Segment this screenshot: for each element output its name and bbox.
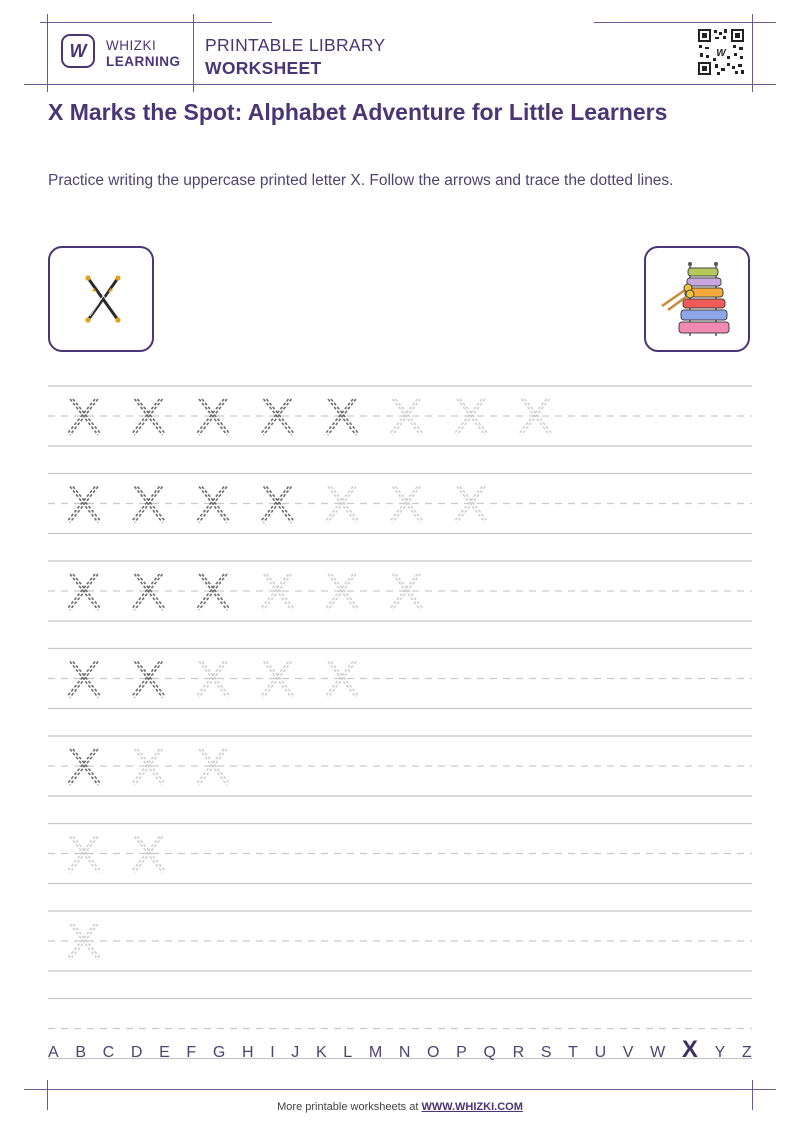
alphabet-letter-y: Y	[714, 1044, 726, 1061]
trace-letter-x-light[interactable]	[520, 399, 552, 435]
alphabet-letter-c: C	[102, 1044, 115, 1061]
alphabet-letter-r: R	[512, 1044, 525, 1061]
library-label: PRINTABLE LIBRARY	[205, 35, 386, 55]
footer-rule	[24, 1089, 776, 1090]
worksheet-instructions: Practice writing the uppercase printed letter X. Follow the arrows and trace the dotted lines.	[48, 172, 674, 189]
alphabet-letter-q: Q	[483, 1044, 496, 1061]
trace-letter-x-light[interactable]	[68, 837, 100, 873]
alphabet-letter-x: X	[681, 1036, 698, 1063]
svg-text:W: W	[716, 48, 726, 59]
alphabet-letter-n: N	[398, 1044, 411, 1061]
footer	[0, 1101, 800, 1113]
alphabet-letter-o: O	[427, 1044, 440, 1061]
alphabet-row	[48, 1036, 752, 1063]
trace-letter-x-light[interactable]	[197, 662, 229, 698]
alphabet-letter-l: L	[343, 1044, 353, 1061]
trace-letter-x-dark[interactable]	[68, 749, 100, 785]
alphabet-letter-k: K	[315, 1044, 327, 1061]
alphabet-letter-e: E	[159, 1044, 170, 1061]
trace-letter-x-dark[interactable]	[197, 399, 229, 435]
trace-letter-x-dark[interactable]	[68, 399, 100, 435]
alphabet-letter-j: J	[291, 1044, 300, 1061]
alphabet-letter-i: I	[270, 1044, 275, 1061]
alphabet-letter-b: B	[75, 1044, 86, 1061]
alphabet-letter-t: T	[568, 1044, 578, 1061]
trace-letter-x-light[interactable]	[326, 574, 358, 610]
trace-letter-x-dark[interactable]	[133, 487, 165, 523]
trace-letter-x-dark[interactable]	[133, 399, 165, 435]
trace-letter-x-light[interactable]	[68, 924, 100, 960]
worksheet-label: WORKSHEET	[205, 58, 322, 78]
alphabet-letter-w: W	[650, 1044, 666, 1061]
alphabet-letter-u: U	[594, 1044, 607, 1061]
trace-letter-x-dark[interactable]	[133, 574, 165, 610]
alphabet-letter-m: M	[368, 1044, 383, 1061]
worksheet-title: X Marks the Spot: Alphabet Adventure for Little Learners	[48, 99, 668, 125]
trace-letter-x-dark[interactable]	[68, 487, 100, 523]
trace-letter-x-light[interactable]	[455, 399, 487, 435]
trace-letter-x-light[interactable]	[455, 487, 487, 523]
trace-letter-x-light[interactable]	[133, 749, 165, 785]
alphabet-letter-h: H	[241, 1044, 254, 1061]
trace-letter-x-light[interactable]	[262, 662, 294, 698]
trace-letter-x-light[interactable]	[197, 749, 229, 785]
trace-letter-x-dark[interactable]	[262, 487, 294, 523]
trace-letter-x-dark[interactable]	[197, 574, 229, 610]
logo-letter: W	[69, 40, 87, 61]
alphabet-letter-a: A	[48, 1044, 59, 1061]
alphabet-letter-f: F	[186, 1044, 197, 1061]
brand-name: WHIZKI	[106, 38, 157, 53]
trace-letter-x-dark[interactable]	[68, 662, 100, 698]
trace-letter-x-dark[interactable]	[262, 399, 294, 435]
trace-letter-x-light[interactable]	[391, 574, 423, 610]
footer-link[interactable]: WWW.WHIZKI.COM	[421, 1101, 523, 1113]
footer-text: More printable worksheets at	[277, 1101, 422, 1113]
trace-letter-x-light[interactable]	[391, 487, 423, 523]
trace-letter-x-light[interactable]	[391, 399, 423, 435]
trace-letter-x-dark[interactable]	[133, 662, 165, 698]
alphabet-letter-p: P	[456, 1044, 467, 1061]
brand-subname: LEARNING	[106, 54, 181, 69]
alphabet-letter-z: Z	[741, 1044, 752, 1061]
trace-letter-x-dark[interactable]	[197, 487, 229, 523]
alphabet-letter-v: V	[622, 1044, 634, 1061]
trace-letter-x-light[interactable]	[133, 837, 165, 873]
trace-letter-x-dark[interactable]	[68, 574, 100, 610]
trace-letter-x-light[interactable]	[262, 574, 294, 610]
alphabet-letter-d: D	[130, 1044, 143, 1061]
trace-letter-x-light[interactable]	[326, 487, 358, 523]
trace-letter-x-dark[interactable]	[326, 399, 358, 435]
alphabet-letter-g: G	[212, 1044, 226, 1061]
trace-letter-x-light[interactable]	[326, 662, 358, 698]
alphabet-letter-s: S	[540, 1044, 552, 1061]
